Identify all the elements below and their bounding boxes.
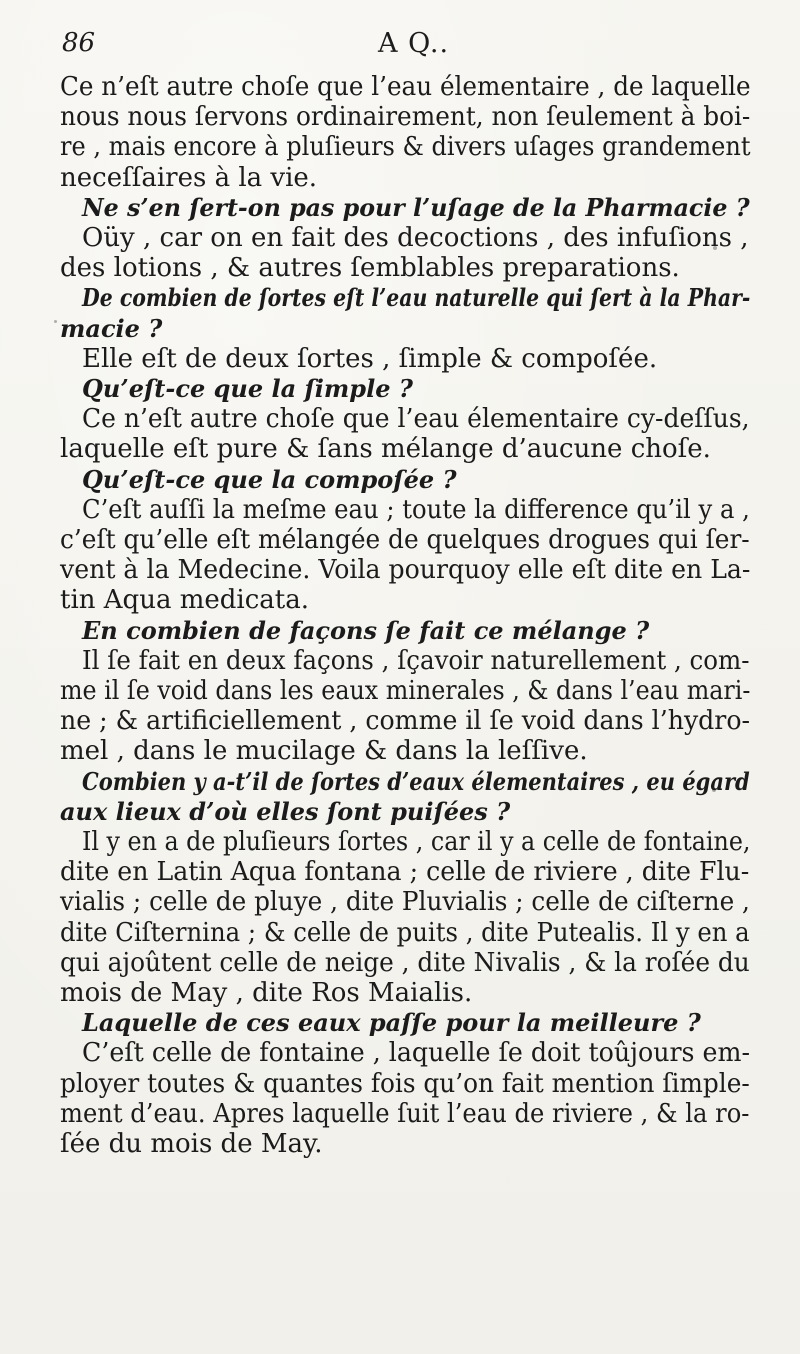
text-line: Il ſe fait en deux façons , ſçavoir naturellement , com- (82, 645, 750, 676)
ink-speck (54, 320, 57, 323)
running-head: A Q.. (378, 28, 450, 59)
page-number: 86 (62, 28, 96, 58)
question-line: Laquelle de ces eaux paſſe pour la meilleure ? (82, 1008, 701, 1038)
text-line: C’eſt celle de fontaine , laquelle ſe doit toûjours em- (82, 1038, 751, 1069)
question-line: De combien de ſortes eſt l’eau naturelle qui ſert à la Phar- (82, 283, 751, 313)
page-header (62, 28, 742, 68)
text-line: neceſſaires à la vie. (60, 162, 318, 193)
text-line: Ce n’eſt autre choſe que l’eau élementaire cy-deſſus, (82, 404, 750, 435)
question-line: Qu’eſt-ce que la ſimple ? (82, 374, 413, 403)
text-line: mel , dans le mucilage & dans la leſſive. (60, 736, 588, 767)
ink-speck (713, 246, 717, 250)
text-line: laquelle eſt pure & ſans mélange d’aucune choſe. (60, 434, 711, 465)
text-line: c’eſt qu’elle eſt mélangée de quelques drogues qui ſer- (60, 525, 750, 555)
text-line: tin Aqua medicata. (60, 585, 309, 616)
question-line: Combien y a-t’il de ſortes d’eaux élementaires , eu égard (82, 766, 750, 796)
text-line: mois de May , dite Ros Maialis. (60, 978, 473, 1008)
text-line: ſée du mois de May. (60, 1129, 323, 1159)
question-line: aux lieux d’où elles ſont puiſées ? (60, 796, 511, 826)
text-line: vialis ; celle de pluye , dite Pluvialis ; celle de ciſterne , (60, 887, 750, 918)
text-line: nous nous ſervons ordinairement, non ſeulement à boi- (60, 102, 751, 133)
question-line: Ne s’en ſert-on pas pour l’uſage de la Pharmacie ? (82, 192, 750, 222)
text-line: Il y en a de pluſieurs ſortes , car il y a celle de fontaine, (82, 827, 751, 857)
text-line: C’eſt auſſi la meſme eau ; toute la difference qu’il y a , (82, 494, 750, 525)
text-line: qui ajoûtent celle de neige , dite Nivalis , & la roſée du (60, 947, 750, 978)
question-line: Qu’eſt-ce que la compoſée ? (82, 464, 457, 494)
question-line: En combien de façons ſe fait ce mélange ? (82, 615, 650, 645)
text-line: Ce n’eſt autre choſe que l’eau élementaire , de laquelle (60, 72, 751, 102)
ink-speck (712, 788, 716, 792)
text-line: Elle eſt de deux ſortes , ſimple & compoſée. (82, 343, 658, 374)
text-line: dite en Latin Aqua fontana ; celle de riviere , dite Flu- (60, 857, 750, 888)
text-line: ployer toutes & quantes fois qu’on fait mention ſimple- (60, 1068, 750, 1099)
text-line: re , mais encore à pluſieurs & divers uſages grandement (60, 132, 751, 163)
text-line: Oüy , car on en fait des decoctions , des infuſions , (82, 223, 749, 253)
question-line: macie ? (60, 313, 163, 343)
text-line: ment d’eau. Apres laquelle ſuit l’eau de riviere , & la ro- (60, 1098, 750, 1129)
text-line: ne ; & artificiellement , comme il ſe void dans l’hydro- (60, 706, 751, 737)
text-line: des lotions , & autres ſemblables preparations. (60, 253, 680, 284)
text-line: me il ſe void dans les eaux minerales , & dans l’eau mari- (60, 676, 751, 706)
text-line: dite Ciſternina ; & celle de puits , dite Putealis. Il y en a (60, 917, 750, 948)
text-line: vent à la Medecine. Voila pourquoy elle eſt dite en La- (60, 555, 751, 586)
